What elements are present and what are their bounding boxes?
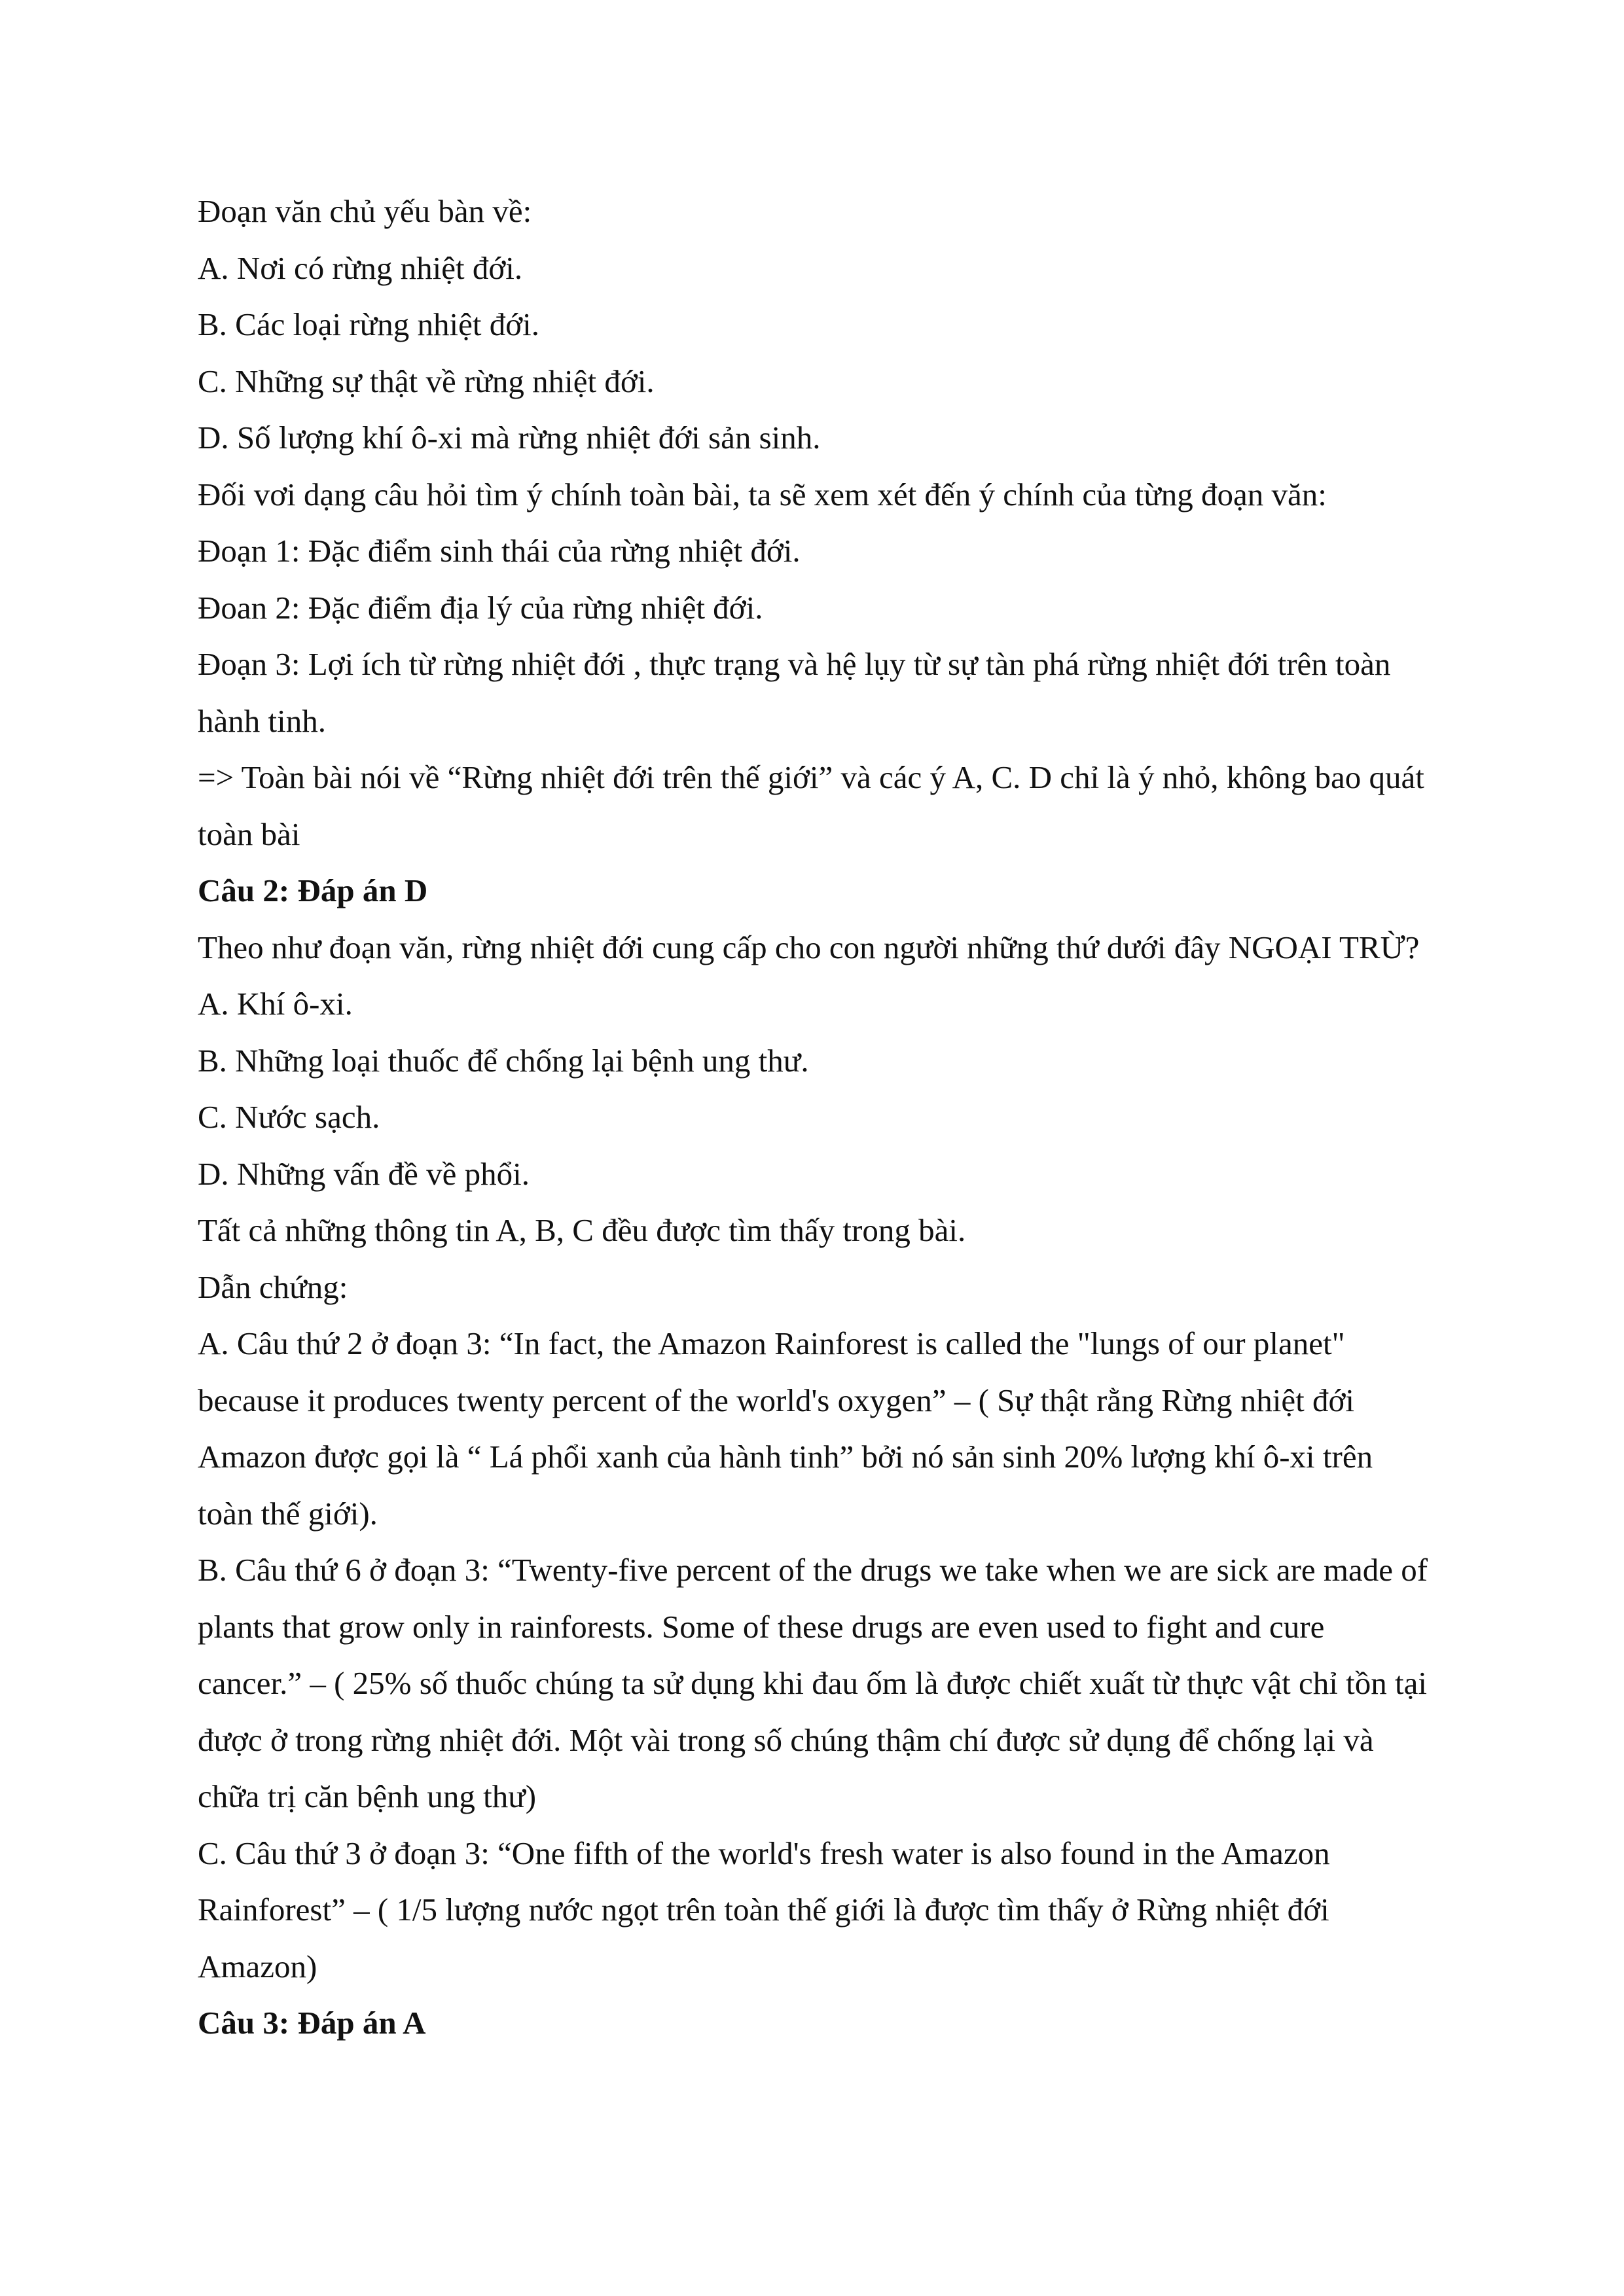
option-d: D. Số lượng khí ô-xi mà rừng nhiệt đới sản sinh. [198,420,821,456]
paragraph-doan-1: Đoạn 1: Đặc điểm sinh thái của rừng nhiệt đới. [198,533,801,569]
paragraph-doan-2: Đoan 2: Đặc điểm địa lý của rừng nhiệt đới. [198,589,763,626]
option-c-2: C. Nước sạch. [198,1099,380,1135]
option-a-2: A. Khí ô-xi. [198,986,353,1022]
heading-cau-2: Câu 2: Đáp án D [198,872,428,908]
evidence-c: C. Câu thứ 3 ở đoạn 3: “One fifth of the world's fresh water is also found in the Amazon Rainforest” – ( 1/5 lượng nước ngọt trên toàn thế giới là được tìm thấy ở Rừng nhiệt đới Amazon) [198,1835,1330,1984]
paragraph-method: Đối vơi dạng câu hỏi tìm ý chính toàn bài, ta sẽ xem xét đến ý chính của từng đoạn văn: [198,476,1327,512]
paragraph-question-2: Theo như đoạn văn, rừng nhiệt đới cung cấp cho con người những thứ dưới đây NGOẠI TRỪ? [198,929,1420,965]
paragraph-all-found: Tất cả những thông tin A, B, C đều được tìm thấy trong bài. [198,1212,966,1248]
paragraph-conclusion: => Toàn bài nói về “Rừng nhiệt đới trên thế giới” và các ý A, C. D chỉ là ý nhỏ, không bao quát toàn bài [198,759,1424,852]
evidence-a: A. Câu thứ 2 ở đoạn 3: “In fact, the Amazon Rainforest is called the "lungs of our planet" because it produces twenty percent of the world's oxygen” – ( Sự thật rằng Rừng nhiệt đới Amazon được gọi là “ Lá phổi xanh của hành tinh” bởi nó sản sinh 20% lượng khí ô-xi trên toàn thế giới). [198,1325,1373,1532]
option-a: A. Nơi có rừng nhiệt đới. [198,249,523,286]
option-c: C. Những sự thật về rừng nhiệt đới. [198,363,655,399]
option-b-2: B. Những loại thuốc để chống lại bệnh ung thư. [198,1042,809,1079]
heading-cau-3: Câu 3: Đáp án A [198,2005,426,2041]
document-body [198,183,1435,2052]
paragraph-doan-3: Đoạn 3: Lợi ích từ rừng nhiệt đới , thực trạng và hệ lụy từ sự tàn phá rừng nhiệt đới trên toàn hành tinh. [198,646,1391,739]
paragraph-evidence-label: Dẫn chứng: [198,1268,348,1305]
option-b: B. Các loại rừng nhiệt đới. [198,306,539,342]
paragraph-main-idea-question: Đoạn văn chủ yếu bàn về: [198,193,532,229]
option-d-2: D. Những vấn đề về phổi. [198,1155,530,1192]
evidence-b: B. Câu thứ 6 ở đoạn 3: “Twenty-five percent of the drugs we take when we are sick are made of plants that grow only in rainforests. Some of these drugs are even used to fight and cure cancer.” – ( 25% số thuốc chúng ta sử dụng khi đau ốm là được chiết xuất từ thực vật chỉ tồn tại được ở trong rừng nhiệt đới. Một vài trong số chúng thậm chí được sử dụng để chống lại và chữa trị căn bệnh ung thư) [198,1552,1428,1814]
